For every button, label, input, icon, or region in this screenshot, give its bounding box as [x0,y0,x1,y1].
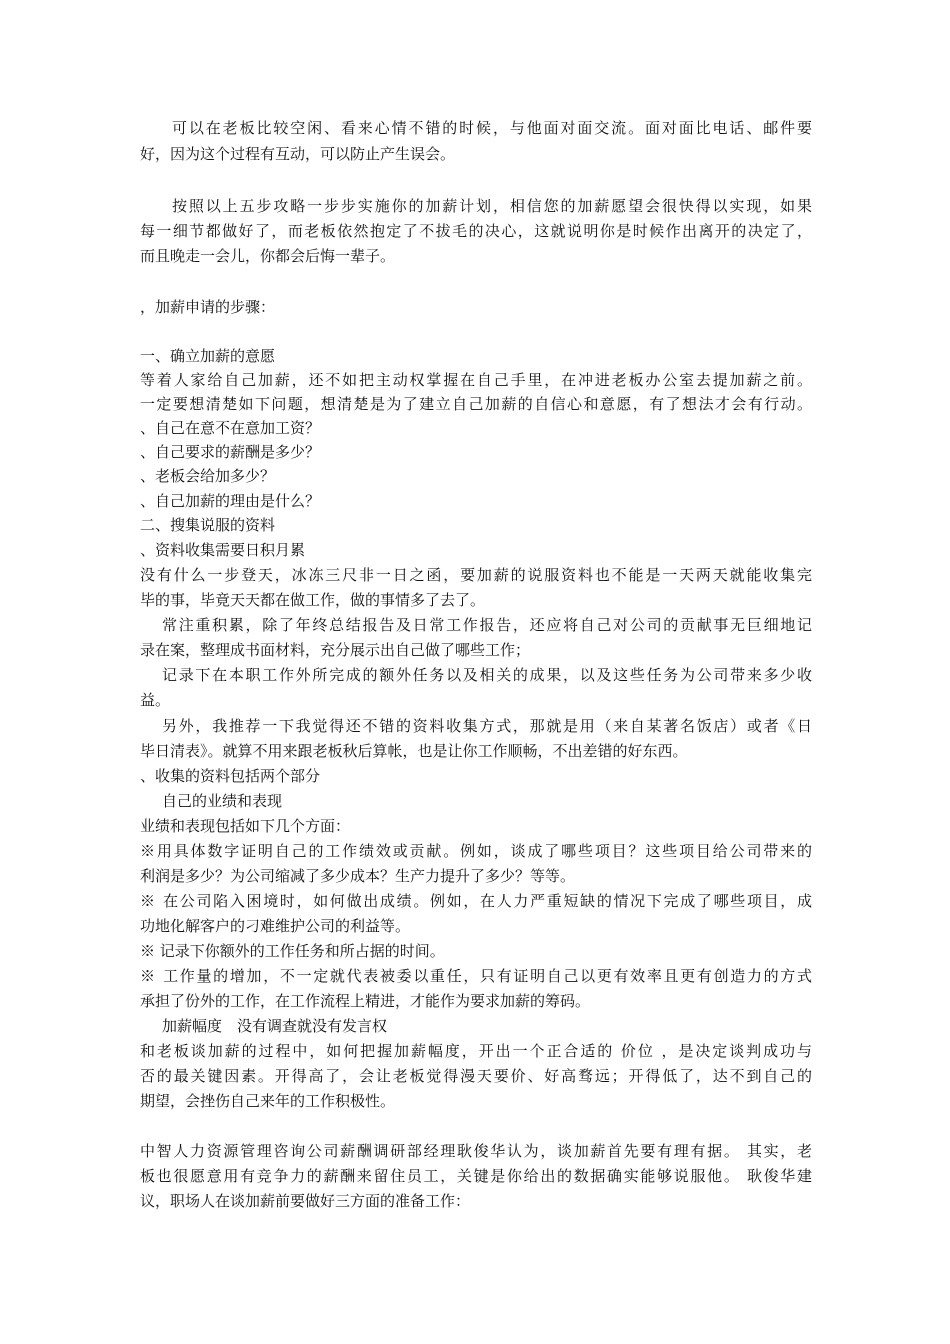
paragraph-line: 中智人力资源管理咨询公司薪酬调研部经理耿俊华认为，谈加薪首先要有理有据。 其实，老 [140,1142,812,1160]
section-heading: ，加薪申请的步骤： [140,298,276,316]
list-item: 、老板会给加多少？ [140,467,276,485]
paragraph-line: ※用具体数字证明自己的工作绩效或贡献。例如，谈成了哪些项目？这些项目给公司带来的 [140,842,812,860]
paragraph-line: 毕的事，毕竟天天都在做工作，做的事情多了去了。 [140,591,486,609]
list-item: 、自己加薪的理由是什么？ [140,492,321,510]
list-item: 、自己要求的薪酬是多少？ [140,443,321,461]
paragraph-line: 益。 [140,691,171,709]
paragraph-line: 可以在老板比较空闲、看来心情不错的时候，与他面对面交流。面对面比电话、邮件要 [172,119,812,137]
paragraph-line: 毕日清表》。就算不用来跟老板秋后算帐，也是让你工作顺畅，不出差错的好东西。 [140,742,688,760]
paragraph-line: ※ 在公司陷入困境时，如何做出成绩。例如，在人力严重短缺的情况下完成了哪些项目，成 [140,892,812,910]
subsection-heading: 加薪幅度 没有调查就没有发言权 [162,1017,388,1035]
subsection-heading: 自己的业绩和表现 [162,792,283,810]
paragraph-line: 而且晚走一会儿，你都会后悔一辈子。 [140,247,396,265]
list-item: 、自己在意不在意加工资？ [140,419,321,437]
paragraph-line: 承担了份外的工作，在工作流程上精进，才能作为要求加薪的筹码。 [140,992,591,1010]
paragraph-line: 利润是多少？为公司缩减了多少成本？生产力提升了多少？等等。 [140,867,576,885]
section-heading: 二、搜集说服的资料 [140,516,276,534]
paragraph-line: 每一细节都做好了，而老板依然抱定了不拔毛的决心，这就说明你是时候作出离开的决定了， [140,222,812,240]
subsection-heading: 、资料收集需要日积月累 [140,541,306,559]
paragraph-line: 另外，我推荐一下我觉得还不错的资料收集方式，那就是用（来自某著名饭店）或者《日 [162,717,812,735]
paragraph-line: 没有什么一步登天，冰冻三尺非一日之函，要加薪的说服资料也不能是一天两天就能收集完 [140,566,812,584]
paragraph-line: 议，职场人在谈加薪前要做好三方面的准备工作： [140,1192,471,1210]
subsection-heading: 、收集的资料包括两个部分 [140,767,321,785]
paragraph-line: 按照以上五步攻略一步步实施你的加薪计划，相信您的加薪愿望会很快得以实现，如果 [172,197,812,215]
paragraph-line: 好，因为这个过程有互动，可以防止产生误会。 [140,145,456,163]
paragraph-line: 业绩和表现包括如下几个方面： [140,817,351,835]
paragraph-line: 板也很愿意用有竞争力的薪酬来留住员工，关键是你给出的数据确实能够说服他。 耿俊华建 [140,1167,812,1185]
paragraph-line: 录在案，整理成书面材料，充分展示出自己做了哪些工作； [140,641,531,659]
paragraph-line: 期望，会挫伤自己来年的工作积极性。 [140,1092,396,1110]
paragraph-line: 记录下在本职工作外所完成的额外任务以及相关的成果，以及这些任务为公司带来多少收 [162,666,812,684]
paragraph-line: 和老板谈加薪的过程中，如何把握加薪幅度，开出一个正合适的 价位 ，是决定谈判成功与 [140,1042,812,1060]
paragraph-line: ※ 记录下你额外的工作任务和所占据的时间。 [140,942,445,960]
paragraph-line: 等着人家给自己加薪，还不如把主动权掌握在自己手里，在冲进老板办公室去提加薪之前。 [140,371,812,389]
paragraph-line: ※ 工作量的增加，不一定就代表被委以重任，只有证明自己以更有效率且更有创造力的方式 [140,967,812,985]
paragraph-line: 否的最关键因素。开得高了，会让老板觉得漫天要价、好高骛远；开得低了，达不到自己的 [140,1067,812,1085]
paragraph-line: 一定要想清楚如下问题，想清楚是为了建立自己加薪的自信心和意愿，有了想法才会有行动。 [140,395,812,413]
paragraph-line: 功地化解客户的刁难维护公司的利益等。 [140,917,411,935]
section-heading: 一、确立加薪的意愿 [140,347,276,365]
paragraph-line: 常注重积累，除了年终总结报告及日常工作报告，还应将自己对公司的贡献事无巨细地记 [162,616,812,634]
